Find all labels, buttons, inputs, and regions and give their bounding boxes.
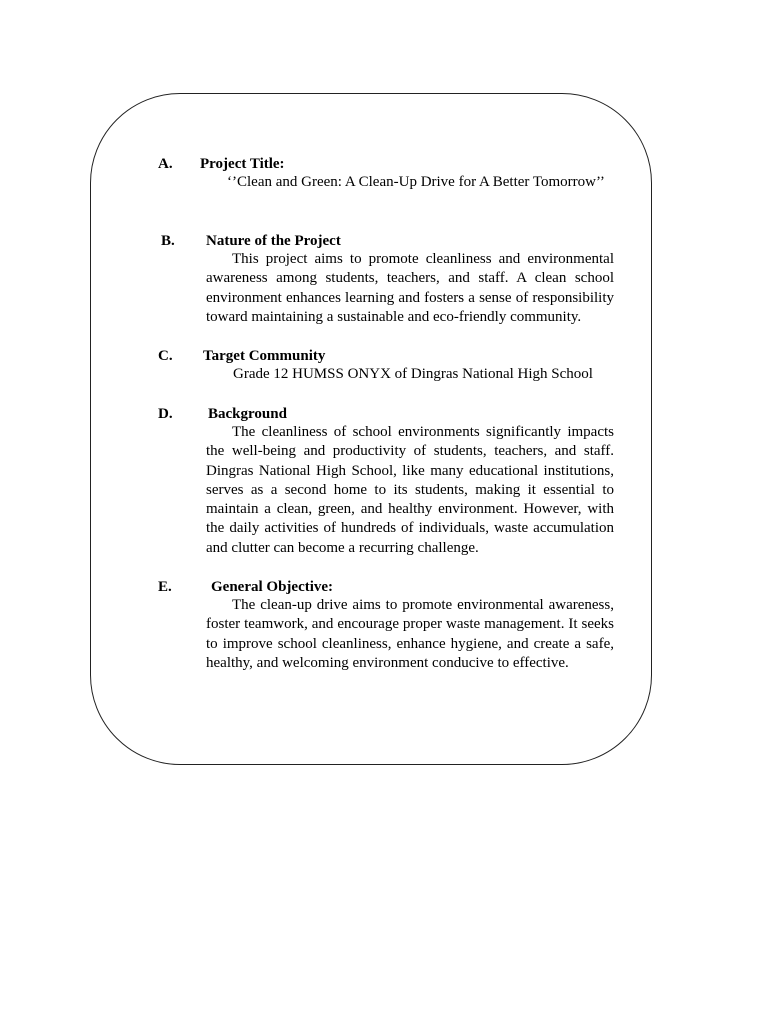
target-community-text: Grade 12 HUMSS ONYX of Dingras National High School [233,366,593,382]
section-heading: Project Title: [200,156,285,172]
section-heading: Background [208,406,287,422]
section-paragraph: This project aims to promote cleanliness and environmental awareness among students, teachers, and staff. A clean school environment enhances learning and fosters a sense of responsibility toward maintaining a sustainable and eco-friendly community. [206,251,614,325]
section-heading: Nature of the Project [206,233,341,249]
section-heading: Target Community [203,348,326,364]
project-title-text: ‘’Clean and Green: A Clean-Up Drive for A Better Tomorrow’’ [227,174,605,190]
section-paragraph: The clean-up drive aims to promote environmental awareness, foster teamwork, and encourage proper waste management. It seeks to improve school cleanliness, enhance hygiene, and create a safe, healthy, and welcoming environment conducive to effective. [206,597,614,671]
section-letter: A. [158,156,173,172]
section-paragraph: The cleanliness of school environments significantly impacts the well-being and productivity of students, teachers, and staff. Dingras National High School, like many educational institutions, serves as a second home to its students, making it essential to maintain a clean, green, and healthy environment. However, with the daily activities of hundreds of individuals, waste accumulation and clutter can become a recurring challenge. [206,424,614,556]
section-heading: General Objective: [211,579,334,595]
section-letter: E. [158,579,172,595]
section-letter: C. [158,348,173,364]
section-letter: D. [158,406,173,422]
section-letter: B. [161,233,175,249]
